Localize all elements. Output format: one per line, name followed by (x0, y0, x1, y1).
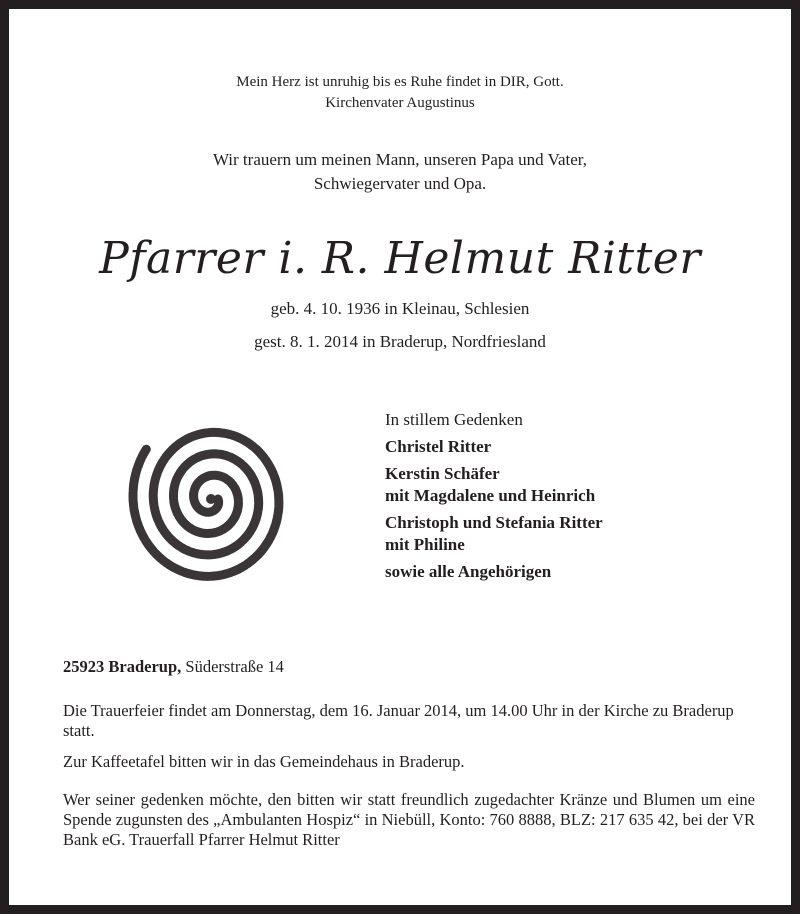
mourners-intro: In stillem Gedenken (385, 410, 523, 429)
donation-info: Wer seiner gedenken möchte, den bitten wir statt freundlich zugedachter Kränze und Blumen um eine Spende zugunsten des „Ambulanten Hospiz“ in Niebüll, Konto: 760 8888, BLZ: 217 635 42, bei der VR Bank eG. Trauerfall Pfarrer Helmut Ritter (63, 790, 755, 849)
mourner-group (385, 436, 603, 458)
address-street: Süderstraße 14 (185, 657, 284, 676)
coffee-info: Zur Kaffeetafel bitten wir in das Gemeindehaus in Braderup. (63, 752, 465, 771)
motto-quote: Mein Herz ist unruhig bis es Ruhe findet in DIR, Gott. (236, 74, 564, 90)
mourner-name: mit Philine (385, 535, 465, 554)
mourner-group (385, 561, 603, 583)
funeral-info: Die Trauerfeier findet am Donnerstag, dem 16. Januar 2014, um 14.00 Uhr in der Kirche zu Braderup statt. (63, 701, 734, 740)
birth-date: geb. 4. 10. 1936 in Kleinau, Schlesien (270, 299, 530, 318)
mourner-name: mit Magdalene und Heinrich (385, 486, 596, 505)
mourner-group (385, 512, 603, 556)
mourning-line-1: Wir trauern um meinen Mann, unseren Papa und Vater, (212, 150, 588, 169)
spiral-icon (125, 407, 295, 587)
mourning-line-2: Schwiegervater und Opa. (313, 174, 487, 193)
motto-attribution: Kirchenvater Augustinus (325, 95, 475, 111)
deceased-name: Pfarrer i. R. Helmut Ritter (99, 233, 701, 284)
mourner-group (385, 463, 603, 507)
mourner-name: Christoph und Stefania Ritter (385, 513, 603, 532)
family-address (63, 657, 755, 677)
obituary-notice (9, 9, 791, 905)
death-date: gest. 8. 1. 2014 in Braderup, Nordfriesland (254, 332, 546, 351)
address-place: 25923 Braderup, (63, 657, 182, 676)
mourner-name: Christel Ritter (385, 437, 492, 456)
mourner-name: sowie alle Angehörigen (385, 562, 552, 581)
mourners-list (385, 409, 603, 588)
mourner-name: Kerstin Schäfer (385, 464, 500, 483)
